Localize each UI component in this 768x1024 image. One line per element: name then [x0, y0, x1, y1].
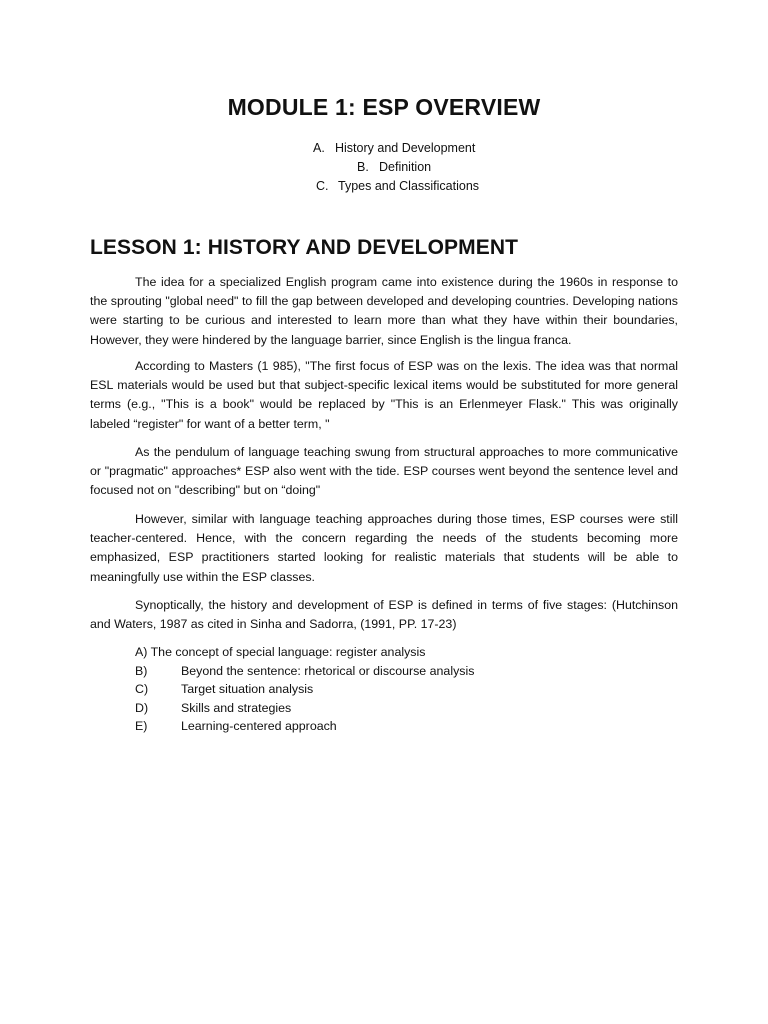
- stage-letter: D): [135, 700, 149, 715]
- stage-text: Beyond the sentence: rhetorical or discourse analysis: [181, 663, 475, 678]
- stage-item: [135, 662, 474, 681]
- toc-item-letter: C.: [316, 179, 329, 193]
- toc-item: [0, 158, 768, 177]
- stage-text: Target situation analysis: [181, 682, 314, 697]
- paragraph-teacher-centered: However, similar with language teaching approaches during those times, ESP courses were still teacher-centered. Hence, with the concern regarding the needs of the students becoming more emphasized, ESP practitioners started looking for realistic materials that students will be able to meaningfully use within the ESP classes.: [90, 512, 678, 584]
- stage-text: Skills and strategies: [181, 700, 292, 715]
- stage-item: [135, 680, 474, 699]
- toc-item-letter: B.: [357, 160, 369, 174]
- paragraph-pendulum: As the pendulum of language teaching swung from structural approaches to more communicative or "pragmatic" approaches* ESP also went with the tide. ESP courses went beyond the sentence level and focused not on "describing" but on “doing": [90, 445, 678, 498]
- stage-item: [135, 699, 474, 718]
- toc-item-letter: A.: [313, 141, 325, 155]
- lesson-title: LESSON 1: HISTORY AND DEVELOPMENT: [90, 236, 519, 259]
- toc-item: [0, 177, 768, 196]
- toc-item: [0, 139, 768, 158]
- paragraph-masters: According to Masters (1 985), "The first focus of ESP was on the lexis. The idea was that normal ESL materials would be used but that subject-specific lexical items would be substituted for more general terms (e.g., "This is a book" would be replaced by "This is an Erlenmeyer Flask." This was originally labeled “register" for want of a better term, ": [90, 359, 678, 431]
- table-of-contents: [0, 139, 768, 196]
- stages-list: [135, 643, 474, 736]
- stage-text: The concept of special language: register analysis: [150, 645, 426, 659]
- stage-item: [135, 717, 474, 736]
- stage-text: Learning-centered approach: [181, 719, 337, 734]
- toc-item-text: Definition: [379, 160, 432, 174]
- paragraph-synoptically: Synoptically, the history and development of ESP is defined in terms of five stages: (Hutchinson and Waters, 1987 as cited in Sinha and Sadorra, (1991, PP. 17-23): [90, 598, 678, 632]
- stage-letter: B): [135, 663, 148, 678]
- stage-letter: A): [135, 645, 148, 659]
- stage-letter: C): [135, 682, 149, 697]
- stage-letter: E): [135, 719, 148, 734]
- paragraph-intro: The idea for a specialized English program came into existence during the 1960s in response to the sprouting "global need" to fill the gap between developed and developing countries. Developing nations were starting to be curious and interested to learn more than what they have within their boundaries, However, they were hindered by the language barrier, since English is the lingua franca.: [90, 275, 678, 347]
- toc-item-text: History and Development: [335, 141, 476, 155]
- module-title: MODULE 1: ESP OVERVIEW: [227, 94, 541, 120]
- toc-item-text: Types and Classifications: [338, 179, 480, 193]
- stage-item: [135, 643, 474, 662]
